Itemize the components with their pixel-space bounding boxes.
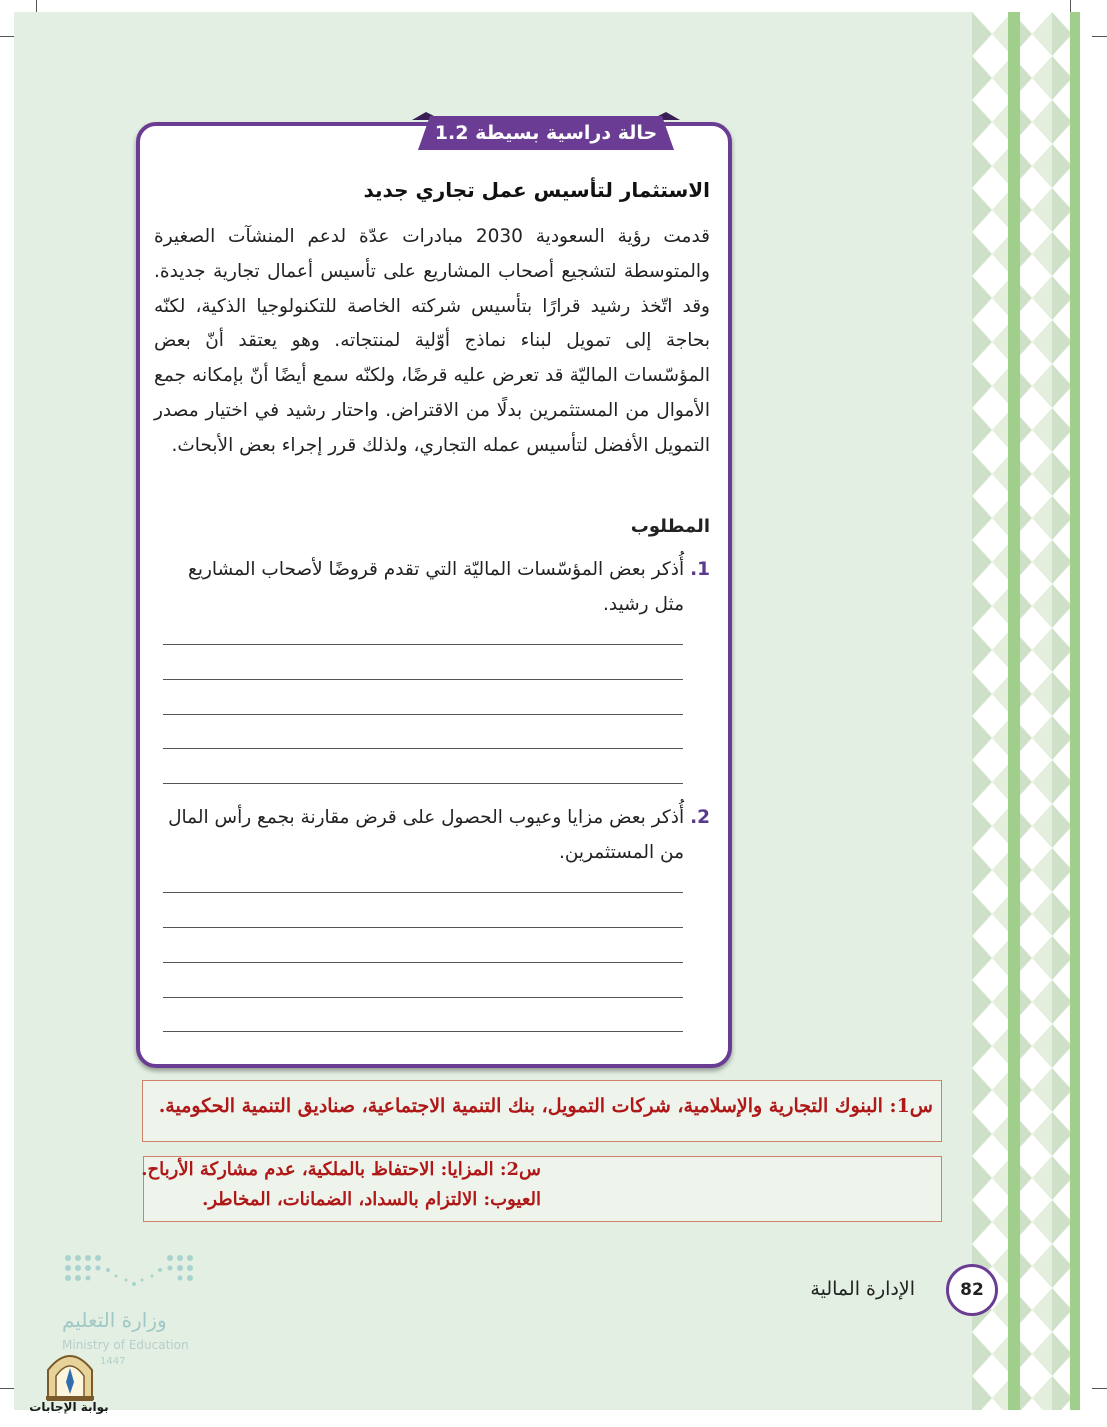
answer-line[interactable]: [163, 783, 683, 784]
question-1: [154, 552, 710, 622]
ministry-name-arabic: وزارة التعليم: [62, 1308, 167, 1332]
answer-line[interactable]: [163, 714, 683, 715]
case-study-badge: حالة دراسية بسيطة 1.2: [434, 122, 658, 144]
answer-line[interactable]: [163, 679, 683, 680]
case-study-body: قدمت رؤية السعودية 2030 مبادرات عدّة لدعم المنشآت الصغيرة والمتوسطة لتشجيع أصحاب المشاريع على تأسيس أعمال تجارية جديدة. وقد اتّخذ رشيد قرارًا بتأسيس شركته الخاصة للتكنولوجيا الذكية، لكنّه بحاجة إلى تمويل لبناء نماذج أوّلية لمنتجاته. وهو يعتقد أنّ بعض المؤسّسات الماليّة قد تعرض عليه قرضًا، ولكنّه سمع أيضًا أنّ بإمكانه جمع الأموال من المستثمرين بدلًا من الاقتراض. واحتار رشيد في اختيار مصدر التمويل الأفضل لتأسيس عمله التجاري، ولذلك قرر إجراء بعض الأبحاث.: [154, 226, 710, 456]
case-study-title: الاستثمار لتأسيس عمل تجاري جديد: [363, 178, 710, 202]
subject-label: الإدارة المالية: [810, 1278, 915, 1300]
ministry-year: 1447: [100, 1356, 126, 1367]
answer-box-2: [143, 1156, 942, 1222]
ministry-name-english: Ministry of Education: [62, 1338, 189, 1352]
answer-box-1: [142, 1080, 942, 1142]
question-number: 2.: [690, 807, 710, 828]
answer-line[interactable]: [163, 927, 683, 928]
answers-gate-logo-icon: [44, 1348, 96, 1402]
question-text: أُذكر بعض المؤسّسات الماليّة التي تقدم قروضًا لأصحاب المشاريع: [188, 559, 685, 580]
answer-line[interactable]: [163, 892, 683, 893]
answer-line[interactable]: [163, 997, 683, 998]
question-number: 1.: [690, 559, 710, 580]
question-text: أُذكر بعض مزايا وعيوب الحصول على قرض مقارنة بجمع رأس المال: [168, 807, 685, 828]
answer-line[interactable]: [163, 644, 683, 645]
page-number: 82: [946, 1264, 998, 1316]
site-name: بوابة الإجابات: [29, 1400, 109, 1414]
decorative-side-strip: [972, 12, 1092, 1410]
required-heading: المطلوب: [630, 516, 710, 537]
answer-2-disadvantages: العيوب: الالتزام بالسداد، الضمانات، المخاطر.: [202, 1189, 541, 1210]
answer-line[interactable]: [163, 962, 683, 963]
answer-1-text: س1: البنوك التجارية والإسلامية، شركات التمويل، بنك التنمية الاجتماعية، صناديق التنمية الحكومية.: [158, 1095, 933, 1117]
question-text-continued: من المستثمرين.: [558, 842, 684, 863]
answer-2-advantages: س2: المزايا: الاحتفاظ بالملكية، عدم مشاركة الأرباح.: [141, 1159, 541, 1180]
question-text-continued: مثل رشيد.: [603, 594, 684, 615]
answer-line[interactable]: [163, 1031, 683, 1032]
answer-line[interactable]: [163, 748, 683, 749]
question-2: [154, 800, 710, 870]
